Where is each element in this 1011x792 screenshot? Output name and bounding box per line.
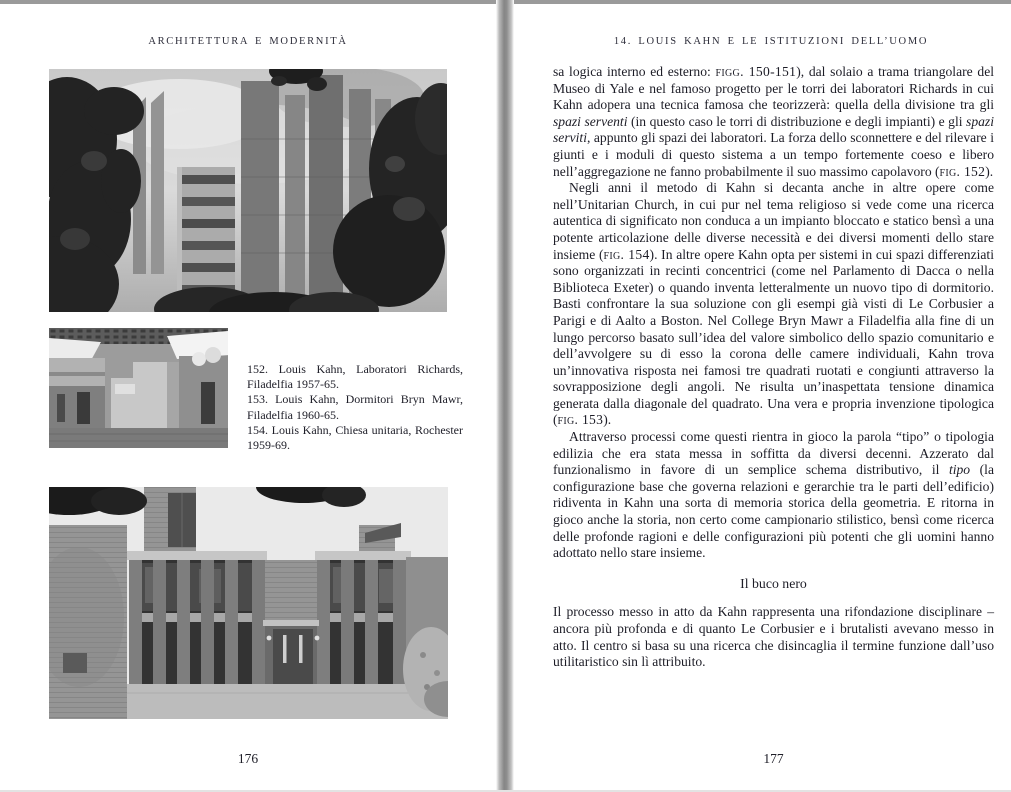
page-gutter	[496, 0, 514, 792]
figure-154-unitarian-church-photo	[49, 487, 448, 719]
figure-captions	[247, 362, 463, 453]
caption-152: 152. Louis Kahn, Laboratori Richards, Filadelfia 1957-65.	[247, 362, 463, 392]
running-header-right: 14. LOUIS KAHN E LE ISTITUZIONI DELL’UOMO	[613, 36, 929, 47]
left-brick-wall	[49, 525, 127, 719]
figure-152-richards-labs-photo	[49, 69, 447, 312]
figure-153-bryn-mawr-photo	[49, 328, 228, 448]
body-text-column	[553, 64, 994, 671]
left-colonnade	[127, 551, 267, 684]
floor	[49, 428, 228, 448]
unitarian-church-illustration	[49, 487, 448, 719]
center-entrance-bay	[263, 560, 319, 684]
body-paragraph-2: Negli anni il metodo di Kahn si decanta anche in altre opere come nell’Unitarian Church, in cui pur nel tema religioso si vede come una ricerca autentica di significato non conduca a un impianto bloccato e statico bensì a una potente articolazione delle diverse necessità e dei diversi momenti dello stare insieme (fig. 154). In altre opere Kahn opta per sistemi in cui spazi differenziati sono organizzati in recinti concentrici (come nel Parlamento di Dacca o nella Biblioteca Exeter) o quando inventa letteralmente un nuovo tipo di dormitorio. Basti confrontare la sua soluzione con gli esempi già visti di Le Corbusier a Parigi e di Aalto a Boston. Nel College Bryn Mawr a Filadelfia alla fine di un lungo percorso basato sull’idea del valore simbolico dello spazio comunitario e dell’avvolgere su di esso la corona delle camere individuali, Kahn trova un’innovativa risposta nei famosi tre quadrati ruotati e congiunti attraverso la sovrapposizione degli angoli. Ne risulta un’inaspettata tensione dinamica generata dalla diagonale del quadrato. Una vera e propria invenzione tipologica (fig. 153).	[553, 180, 994, 428]
right-wall	[179, 347, 228, 434]
caption-154: 154. Louis Kahn, Chiesa unitaria, Rochester 1959-69.	[247, 422, 463, 453]
bryn-mawr-illustration	[49, 328, 228, 448]
bell-tower	[144, 487, 196, 553]
right-colonnade	[315, 551, 411, 684]
left-balcony	[49, 358, 105, 434]
body-paragraph-4: Il processo messo in atto da Kahn rappresenta una rifondazione disciplinare – ancora più profonda e di quanto Le Corbusier e i brutalisti avevano messo in atto. Il centro si basa su una ricerca che disincaglia il termine funzione dall’uso utilitaristico sin lì attribuito.	[553, 604, 994, 670]
body-paragraph-1: sa logica interno ed esterno: figg. 150-151), dal solaio a trama triangolare del Museo di Yale e nel famoso progetto per le torri dei laboratori Richards in cui Kahn adopera una tecnica famosa che teorizzerà: quella della divisione tra gli spazi serventi (in questo caso le torri di distribuzione e degli impianti) e gli spazi serviti, appunto gli spazi dei laboratori. La forza dello sconnettere e del rilevare i giunti e i moduli di questo sistema a un tempo fortemente coeso e libero nell’aggregazione ne fanno probabilmente il suo massimo capolavoro (fig. 152).	[553, 64, 995, 179]
running-header-left: ARCHITETTURA E MODERNITÀ	[148, 36, 348, 47]
caption-153: 153. Louis Kahn, Dormitori Bryn Mawr, Filadelfia 1960-65.	[247, 392, 463, 422]
page-number-right: 177	[763, 751, 784, 766]
richards-labs-illustration	[49, 69, 447, 312]
page-number-left: 176	[237, 751, 259, 766]
right-roof-tower	[359, 523, 401, 553]
body-paragraph-3: Attraverso processi come questi rientra in gioco la parola “tipo” o tipologia edilizia che era stata messa in soffitta da diversi decenni. Azzerato dal funzionalismo in favore di un semplice schema distributivo, il tipo (la configurazione base che governa relazioni e gerarchie tra le parti dell’edificio) ridiventa in Kahn una sorta di memoria storica della geometria. E ritorna in gioco anche la storia, non certo come campionario stilistico, bensì come ricerca delle profonde ragioni e delle configurazioni più potenti che gli uomini hanno adottato nello stare insieme.	[553, 429, 994, 561]
lab-slab-building	[177, 167, 235, 307]
section-heading: Il buco nero	[740, 575, 807, 591]
